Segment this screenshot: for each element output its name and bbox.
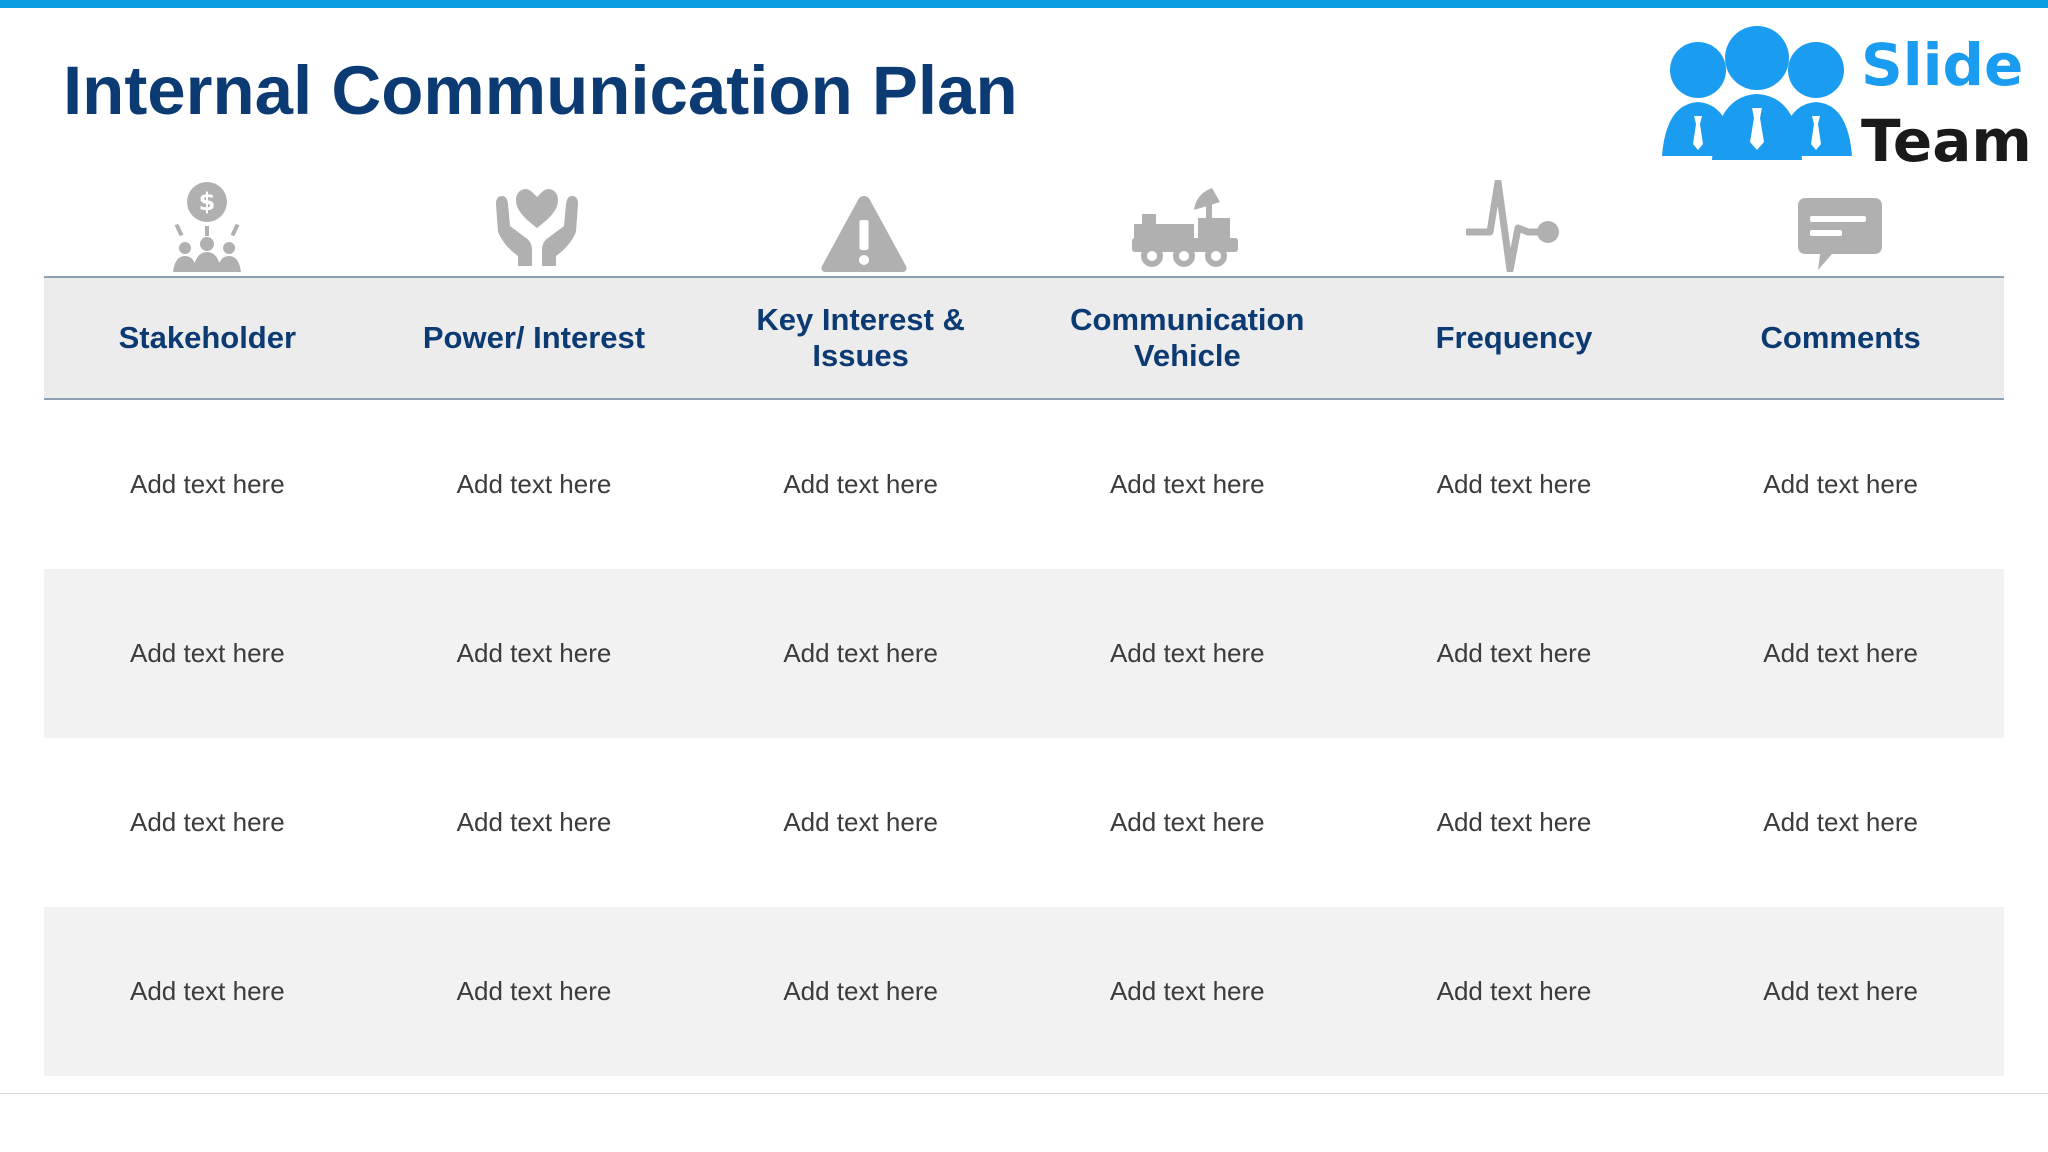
table-cell[interactable]: Add text here bbox=[783, 807, 938, 837]
svg-text:$: $ bbox=[198, 188, 216, 216]
key-interest-icon-cell bbox=[697, 176, 1023, 276]
top-accent-bar bbox=[0, 0, 2048, 8]
column-header-stakeholder: Stakeholder bbox=[118, 320, 297, 355]
table-header-row bbox=[44, 276, 2004, 400]
slide-title: Internal Communication Plan bbox=[63, 52, 1018, 129]
table-cell[interactable]: Add text here bbox=[1436, 638, 1592, 668]
column-header-communication-vehicle: Communication Vehicle bbox=[1070, 302, 1305, 373]
logo-word-slide: Slide bbox=[1861, 31, 2024, 99]
hands-heart-icon bbox=[494, 180, 580, 272]
table-cell[interactable]: Add text here bbox=[1763, 807, 1918, 837]
table-cell[interactable]: Add text here bbox=[783, 976, 938, 1006]
table-cell[interactable]: Add text here bbox=[1109, 976, 1265, 1006]
table-row bbox=[44, 907, 2004, 1076]
power-interest-icon-cell bbox=[371, 176, 697, 276]
table-cell[interactable]: Add text here bbox=[783, 469, 938, 499]
table-cell[interactable]: Add text here bbox=[130, 976, 285, 1006]
table-cell[interactable]: Add text here bbox=[1109, 469, 1265, 499]
frequency-icon-cell bbox=[1351, 176, 1677, 276]
table-cell[interactable]: Add text here bbox=[456, 807, 612, 837]
table-cell[interactable]: Add text here bbox=[783, 638, 938, 668]
pulse-icon bbox=[1466, 180, 1562, 272]
table-row bbox=[44, 400, 2004, 569]
column-header-power-interest: Power/ Interest bbox=[422, 320, 646, 355]
table-cell[interactable]: Add text here bbox=[130, 807, 285, 837]
table-cell[interactable]: Add text here bbox=[1436, 976, 1592, 1006]
table-cell[interactable]: Add text here bbox=[456, 469, 612, 499]
table-cell[interactable]: Add text here bbox=[1763, 976, 1918, 1006]
logo-word-team: Team bbox=[1861, 107, 2032, 175]
slideteam-logo bbox=[1660, 26, 2032, 175]
footer-divider bbox=[0, 1093, 2048, 1094]
column-header-key-interest-issues: Key Interest & Issues bbox=[756, 302, 965, 373]
warning-triangle-icon bbox=[820, 194, 908, 274]
table-cell[interactable]: Add text here bbox=[130, 469, 285, 499]
column-header-comments: Comments bbox=[1760, 320, 1921, 355]
table-cell[interactable]: Add text here bbox=[1109, 638, 1265, 668]
table-row bbox=[44, 738, 2004, 907]
stakeholder-icon-cell bbox=[44, 176, 370, 276]
team-people-icon bbox=[1660, 26, 1855, 166]
table-cell[interactable]: Add text here bbox=[456, 976, 612, 1006]
communication-plan-table bbox=[44, 276, 2004, 1076]
column-header-frequency: Frequency bbox=[1435, 320, 1593, 355]
table-cell[interactable]: Add text here bbox=[456, 638, 612, 668]
communication-vehicle-icon-cell bbox=[1024, 176, 1350, 276]
table-cell[interactable]: Add text here bbox=[130, 638, 285, 668]
table-cell[interactable]: Add text here bbox=[1763, 469, 1918, 499]
table-cell[interactable]: Add text here bbox=[1436, 469, 1592, 499]
speech-bubble-icon bbox=[1798, 198, 1882, 282]
table-cell[interactable]: Add text here bbox=[1763, 638, 1918, 668]
satellite-truck-icon bbox=[1132, 180, 1242, 272]
table-cell[interactable]: Add text here bbox=[1436, 807, 1592, 837]
table-cell[interactable]: Add text here bbox=[1109, 807, 1265, 837]
comments-icon-cell bbox=[1677, 176, 2003, 276]
table-row bbox=[44, 569, 2004, 738]
stakeholder-money-people-icon bbox=[167, 180, 247, 272]
column-icons-row bbox=[44, 176, 2004, 276]
